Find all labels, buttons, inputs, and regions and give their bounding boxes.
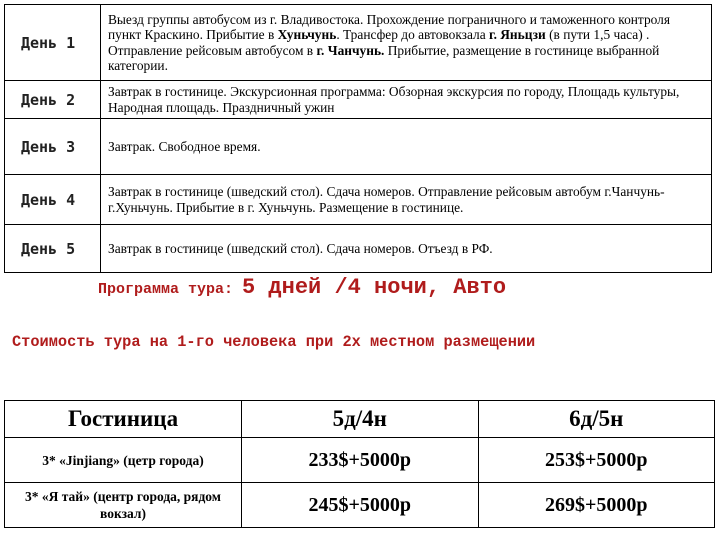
description-bold-text: г. Яньцзи (489, 27, 546, 42)
column-header-5d4n: 5д/4н (242, 401, 478, 438)
description-bold-text: г. Чанчунь. (316, 42, 385, 58)
day-description (101, 5, 712, 81)
itinerary-row (5, 119, 712, 175)
price-table-header (5, 401, 715, 438)
description-text: Завтрак в гостинице (шведский стол). Сдача номеров. Отъезд в РФ. (108, 240, 493, 256)
description-text: Выезд группы автобусом из г. Владивостока. Прохождение пограничного и таможенного контроля пункт Краскино. Прибытие в (108, 11, 671, 42)
description-text: Прибытие, размещение в гостинице выбранной категории. (108, 42, 660, 73)
itinerary-row (5, 225, 712, 273)
program-title (98, 275, 506, 300)
price-table (4, 400, 715, 528)
day-label: День 4 (5, 175, 101, 225)
column-header-hotel: Гостиница (5, 401, 242, 438)
cost-heading: Стоимость тура на 1-го человека при 2х местном размещении (12, 333, 536, 351)
hotel-name: 3* «Я тай» (центр города, рядом вокзал) (5, 483, 242, 528)
day-label: День 3 (5, 119, 101, 175)
price-6d5n: 253$+5000р (478, 438, 715, 483)
hotel-name: 3* «Jinjiang» (цетр города) (5, 438, 242, 483)
price-5d4n: 245$+5000р (242, 483, 478, 528)
day-label: День 5 (5, 225, 101, 273)
day-label: День 2 (5, 81, 101, 119)
description-text: . Трансфер до автовокзала (336, 27, 489, 42)
itinerary-row (5, 81, 712, 119)
price-5d4n: 233$+5000р (242, 438, 478, 483)
price-6d5n: 269$+5000р (478, 483, 715, 528)
description-text: Завтрак в гостинице. Экскурсионная программа: Обзорная экскурсия по городу, Площадь культуры, Народная площадь. Праздничный ужин (108, 84, 680, 115)
price-row (5, 438, 715, 483)
program-title-lead: Программа тура: (98, 281, 243, 298)
description-text: (в пути 1,5 часа) . Отправление рейсовым автобусом в (108, 27, 650, 58)
column-header-6d5n: 6д/5н (478, 401, 715, 438)
day-description (101, 119, 712, 175)
day-label: День 1 (5, 5, 101, 81)
program-duration: 5 дней /4 ночи, Авто (242, 275, 507, 300)
description-bold-text: Хуньчунь (277, 27, 337, 42)
description-text: Завтрак в гостинице (шведский стол). Сдача номеров. Отправление рейсовым автобум г.Чанчунь-г.Хуньчунь. Прибытие в г. Хуньчунь. Размещение в гостинице. (108, 184, 665, 215)
price-row (5, 483, 715, 528)
itinerary-row (5, 175, 712, 225)
day-description (101, 225, 712, 273)
itinerary-row (5, 5, 712, 81)
description-text: Завтрак. Свободное время. (108, 138, 261, 154)
day-description (101, 175, 712, 225)
itinerary-table (4, 4, 712, 273)
day-description (101, 81, 712, 119)
